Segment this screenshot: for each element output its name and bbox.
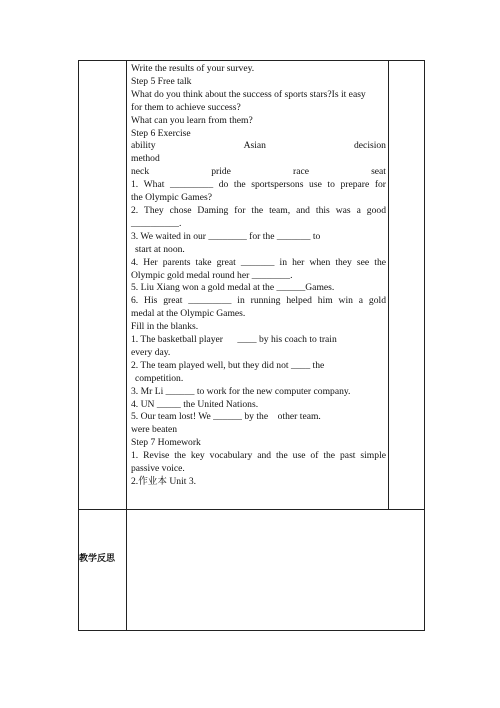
exercise-3b: start at noon. — [135, 243, 185, 255]
column-divider-right — [388, 60, 389, 510]
homework-1b: passive voice. — [131, 463, 185, 475]
blank-3: 3. Mr Li ______ to work for the new computer company. — [131, 385, 351, 397]
word-bank-row-2 — [131, 166, 386, 179]
blank-2a: 2. The team played well, but they did not ____ the — [131, 359, 325, 371]
lesson-content — [131, 63, 386, 489]
fill-blanks-heading: Fill in the blanks. — [131, 321, 199, 333]
blank-5: 5. Our team lost! We ______ by the other team. — [131, 411, 321, 423]
word-bank-item: pride — [211, 166, 231, 178]
homework-2: 2.作业本 Unit 3. — [131, 476, 197, 487]
exercise-5: 5. Liu Xiang won a gold medal at the ______Games. — [131, 282, 335, 294]
step5-heading: Step 5 Free talk — [131, 75, 192, 87]
blank-1b: every day. — [131, 346, 171, 358]
exercise-6a: 6. His great _________ in running helped him win a gold — [131, 295, 386, 307]
discussion-question-1b: for them to achieve success? — [131, 101, 241, 113]
exercise-1b: the Olympic Games? — [131, 192, 212, 204]
blank-4: 4. UN _____ the United Nations. — [131, 398, 259, 410]
exercise-6b: medal at the Olympic Games. — [131, 308, 246, 320]
blank-2b: competition. — [135, 372, 184, 384]
step6-heading: Step 6 Exercise — [131, 127, 191, 139]
exercise-1a: 1. What _________ do the sportspersons use to prepare for — [131, 179, 386, 191]
word-bank-item: ability — [131, 140, 156, 152]
exercise-2b: __________. — [131, 217, 182, 229]
exercise-4b: Olympic gold medal round her ________. — [131, 269, 293, 281]
word-bank-item: neck — [131, 166, 150, 178]
exercise-4a: 4. Her parents take great _______ in her when they see the — [131, 256, 386, 268]
survey-instruction: Write the results of your survey. — [131, 63, 255, 74]
row-divider — [78, 509, 424, 510]
word-bank-item: seat — [371, 166, 386, 178]
word-bank-item: method — [131, 153, 160, 165]
discussion-question-2: What can you learn from them? — [131, 114, 253, 126]
step7-heading: Step 7 Homework — [131, 437, 201, 449]
word-bank-item: race — [293, 166, 309, 178]
exercise-2a: 2. They chose Daming for the team, and this was a good — [131, 204, 386, 216]
word-bank-item: Asian — [243, 140, 266, 152]
word-bank-item: decision — [354, 140, 386, 152]
word-bank-row-1 — [131, 140, 386, 153]
exercise-3a: 3. We waited in our ________ for the _______ to — [131, 230, 321, 242]
blank-1a: 1. The basketball player ____ by his coach to train — [131, 334, 337, 346]
homework-1a: 1. Revise the key vocabulary and the use of the past simple — [131, 450, 386, 462]
column-divider-left — [126, 60, 127, 630]
reflection-label: 教学反思 — [79, 554, 116, 564]
blank-answer: were beaten — [131, 424, 178, 436]
discussion-question-1a: What do you think about the success of sports stars?Is it easy — [131, 88, 366, 100]
